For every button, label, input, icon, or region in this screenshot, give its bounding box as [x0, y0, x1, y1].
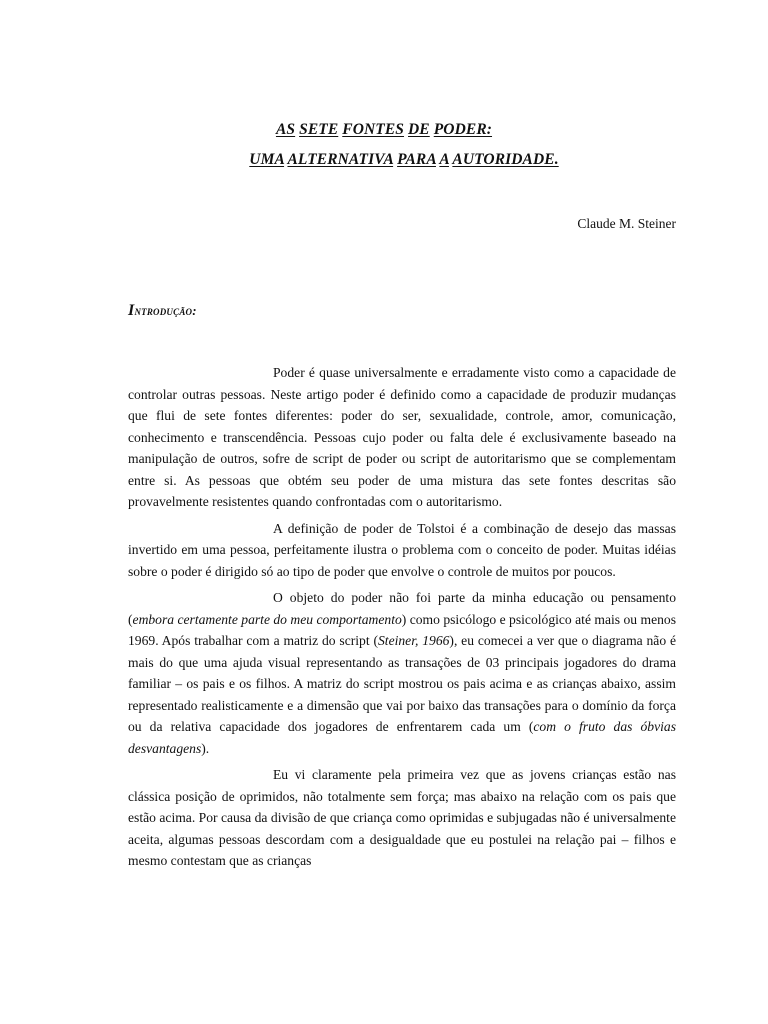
title-word: UMA [249, 151, 285, 168]
document-body [128, 362, 676, 877]
title-word: SETE [299, 121, 339, 138]
title-word: AS [275, 121, 296, 138]
title-word: PARA [397, 151, 436, 168]
section-heading-introducao [128, 302, 197, 320]
section-heading-rest: ntrodução: [134, 303, 197, 318]
paragraph-text-run: ). [201, 740, 210, 756]
paragraph-italic-run: com o fruto das óbvias desvantagens [128, 719, 676, 756]
paragraph [128, 518, 676, 583]
paragraph [128, 362, 676, 513]
document-title-line-2 [20, 151, 768, 169]
title-word: DE [408, 121, 430, 138]
paragraph [128, 587, 676, 759]
paragraph-text-run: ), eu comecei a ver que o diagrama não é mais do que uma ajuda visual representando as transações de 03 principais jogadores do drama familiar – os pais e os filhos. A matriz do script mostrou os pais acima e as crianças abaixo, assim representado realisticamente e a dimensão que vai por baixo das transações para o domínio da força ou da relativa capacidade dos jogadores de enfrentarem cada um ( [128, 633, 677, 734]
document-title-line-1 [0, 121, 768, 139]
paragraph-text-run: ) como psicólogo e psicológico até mais ou menos 1969. Após trabalhar com a matriz do script ( [128, 611, 676, 648]
paragraph-text-run: O objeto do poder não foi parte da minha educação ou pensamento ( [128, 590, 676, 627]
section-heading-initial: I [128, 302, 135, 319]
title-word: FONTES [342, 121, 405, 138]
paragraph-italic-run: Steiner, 1966 [378, 633, 450, 648]
title-word: PODER: [433, 121, 493, 138]
title-word: A [439, 151, 449, 168]
paragraph-italic-run: embora certamente parte do meu comportamento [132, 611, 402, 627]
paragraph-text-run: Eu vi claramente pela primeira vez que as jovens crianças estão nas clássica posição de oprimidos, não totalmente sem força; mas abaixo na relação com os pais que estão acima. Por causa da divisão de que criança como oprimidas e subjugadas não é universalmente aceita, algumas pessoas descordam com a desigualdade que eu postulei na relação pai – filhos e mesmo contestam que as crianças [128, 767, 676, 868]
author-name: Claude M. Steiner [577, 216, 676, 231]
paragraph-text-run: A definição de poder de Tolstoi é a combinação de desejo das massas invertido em uma pessoa, perfeitamente ilustra o problema com o conceito de poder. Muitas idéias sobre o poder é dirigido só ao tipo de poder que envolve o controle de muitos por poucos. [128, 520, 676, 579]
title-word: AUTORIDADE. [452, 151, 559, 168]
paragraph [128, 764, 676, 872]
paragraph-text-run: Poder é quase universalmente e erradamente visto como a capacidade de controlar outras pessoas. Neste artigo poder é definido como a capacidade de produzir mudanças que flui de sete fontes diferentes: poder do ser, sexualidade, controle, amor, comunicação, conhecimento e transcendência. Pessoas cujo poder ou falta dele é exclusivamente baseado na manipulação de outros, sofre de script de poder ou script de autoritarismo que se complementam entre si. As pessoas que obtém seu poder de uma mistura das sete fontes descritas são provavelmente resistentes quando confrontadas com o autoritarismo. [128, 365, 676, 509]
title-word: ALTERNATIVA [287, 151, 394, 168]
